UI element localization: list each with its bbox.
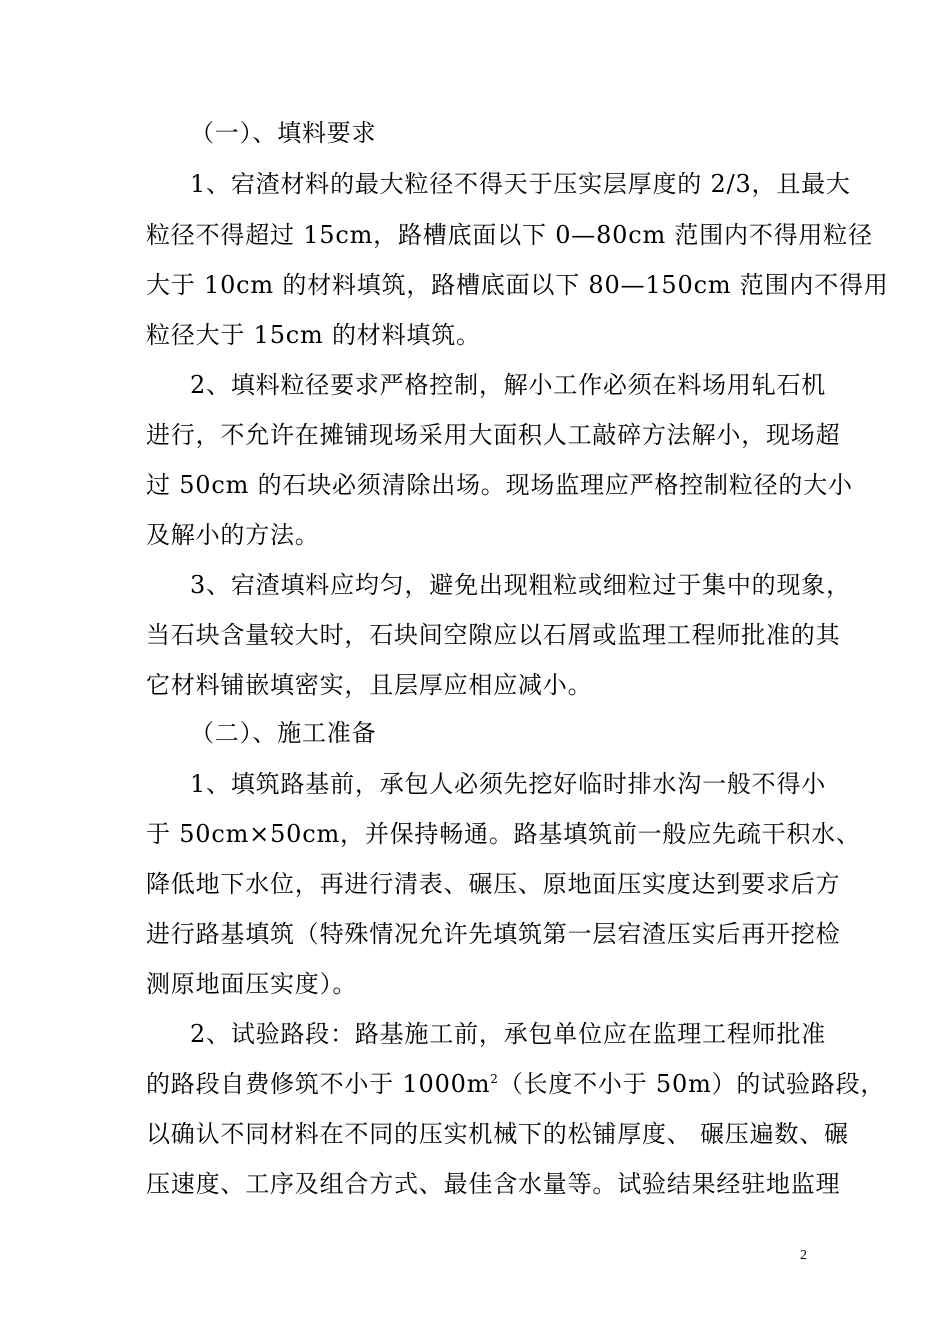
paragraph-line [146,1069,885,1099]
paragraph-line: 3、宕渣填料应均匀，避免出现粗粒或细粒过于集中的现象， [190,571,851,599]
line-text: （长度不小于 50m）的试验路段， [498,1070,886,1098]
paragraph-line: 进行，不允许在摊铺现场采用大面积人工敲碎方法解小，现场超 [146,421,841,449]
paragraph-line: 2、填料粒径要求严格控制，解小工作必须在料场用轧石机 [190,371,827,399]
paragraph-line: 过 50cm 的石块必须清除出场。现场监理应严格控制粒径的大小 [146,471,853,499]
paragraph-line: 粒径不得超过 15cm，路槽底面以下 0—80cm 范围内不得用粒径 [146,221,873,249]
section-heading-fill-requirements: （一）、填料要求 [190,119,377,147]
paragraph-line: 压速度、工序及组合方式、最佳含水量等。试验结果经驻地监理 [146,1170,841,1198]
paragraph-line: 大于 10cm 的材料填筑，路槽底面以下 80—150cm 范围内不得用 [146,271,889,299]
paragraph-line: 1、宕渣材料的最大粒径不得天于压实层厚度的 2/3，且最大 [190,170,851,198]
paragraph-line: 及解小的方法。 [146,521,320,549]
paragraph-line: 它材料铺嵌填密实，且层厚应相应减小。 [146,671,593,699]
paragraph-line: 以确认不同材料在不同的压实机械下的松铺厚度、 碾压遍数、碾 [146,1120,849,1148]
superscript-squared: 2 [490,1072,499,1086]
paragraph-line: 进行路基填筑（特殊情况允许先填筑第一层宕渣压实后再开挖检 [146,920,841,948]
paragraph-line: 降低地下水位，再进行清表、碾压、原地面压实度达到要求后方 [146,870,841,898]
section-heading-construction-preparation: （二）、施工准备 [190,719,377,747]
page-number: 2 [800,1248,807,1263]
paragraph-line: 1、填筑路基前，承包人必须先挖好临时排水沟一般不得小 [190,770,827,798]
paragraph-line: 2、试验路段：路基施工前，承包单位应在监理工程师批准 [190,1020,827,1048]
paragraph-line: 于 50cm×50cm，并保持畅通。路基填筑前一般应先疏干积水、 [146,820,861,848]
paragraph-line: 粒径大于 15cm 的材料填筑。 [146,321,481,349]
line-text: 的路段自费修筑不小于 1000m [146,1070,491,1098]
paragraph-line: 当石块含量较大时，石块间空隙应以石屑或监理工程师批准的其 [146,621,841,649]
paragraph-line: 测原地面压实度）。 [146,970,358,998]
